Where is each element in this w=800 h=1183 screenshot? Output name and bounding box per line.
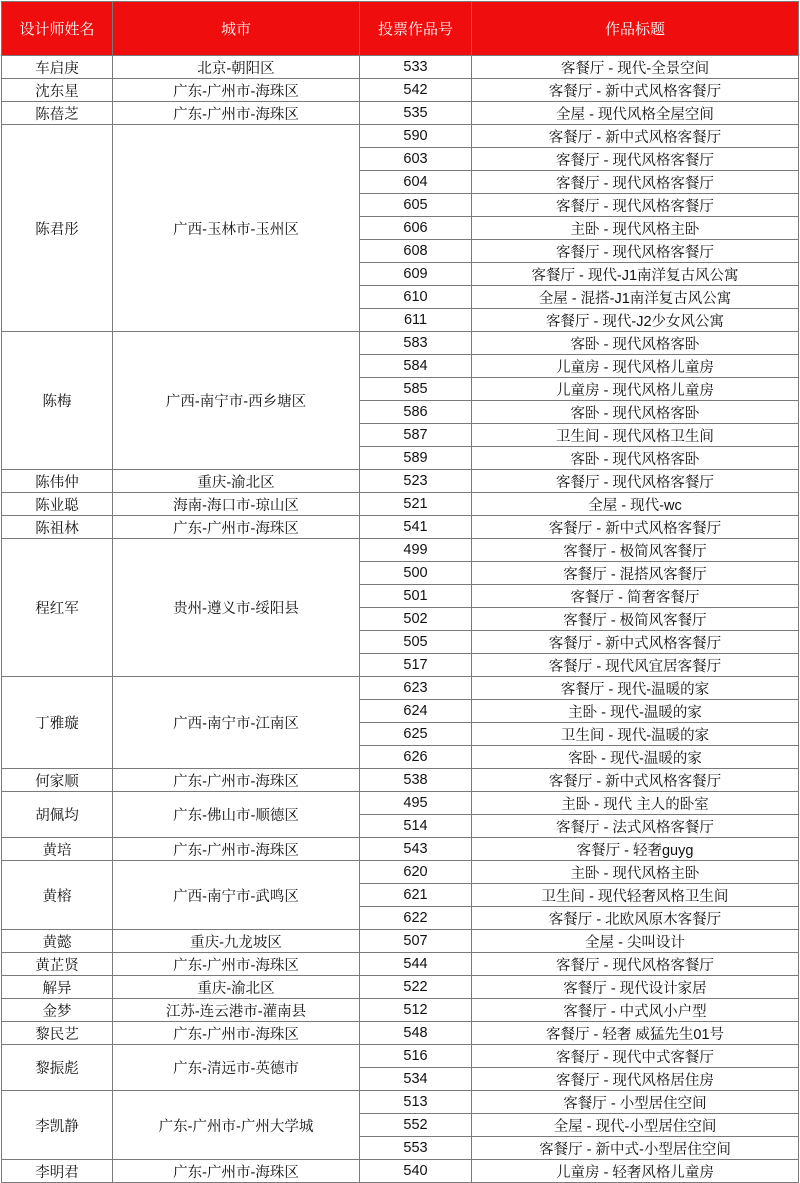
work-title-cell: 卫生间 - 现代-温暖的家 <box>472 723 799 746</box>
designer-name-cell: 黄榕 <box>2 861 113 930</box>
table-row <box>2 838 799 861</box>
table-row <box>2 769 799 792</box>
work-number-cell: 523 <box>360 470 472 493</box>
city-cell: 广东-广州市-海珠区 <box>113 953 360 976</box>
designer-name-cell: 丁雅璇 <box>2 677 113 769</box>
work-title-cell: 客餐厅 - 轻奢 威猛先生01号 <box>472 1022 799 1045</box>
designer-name-cell: 沈东星 <box>2 79 113 102</box>
city-cell: 重庆-渝北区 <box>113 470 360 493</box>
city-cell: 广东-广州市-海珠区 <box>113 769 360 792</box>
designer-name-cell: 黄芷贤 <box>2 953 113 976</box>
table-row <box>2 79 799 102</box>
work-number-cell: 516 <box>360 1045 472 1068</box>
work-title-cell: 客餐厅 - 现代风格客餐厅 <box>472 171 799 194</box>
work-title-cell: 全屋 - 现代-小型居住空间 <box>472 1114 799 1137</box>
work-title-cell: 客餐厅 - 现代-J1南洋复古风公寓 <box>472 263 799 286</box>
city-cell: 海南-海口市-琼山区 <box>113 493 360 516</box>
work-number-cell: 534 <box>360 1068 472 1091</box>
header-work-title: 作品标题 <box>472 2 799 56</box>
designer-name-cell: 陈业聪 <box>2 493 113 516</box>
work-title-cell: 客餐厅 - 北欧风原木客餐厅 <box>472 907 799 930</box>
work-number-cell: 587 <box>360 424 472 447</box>
table-row <box>2 493 799 516</box>
work-number-cell: 505 <box>360 631 472 654</box>
work-number-cell: 521 <box>360 493 472 516</box>
city-cell: 贵州-遵义市-绥阳县 <box>113 539 360 677</box>
work-number-cell: 552 <box>360 1114 472 1137</box>
city-cell: 广东-广州市-海珠区 <box>113 1160 360 1183</box>
designer-name-cell: 程红军 <box>2 539 113 677</box>
designer-name-cell: 黎民艺 <box>2 1022 113 1045</box>
work-title-cell: 卫生间 - 现代风格卫生间 <box>472 424 799 447</box>
city-cell: 重庆-渝北区 <box>113 976 360 999</box>
designer-name-cell: 陈祖林 <box>2 516 113 539</box>
table-row <box>2 539 799 562</box>
work-number-cell: 606 <box>360 217 472 240</box>
city-cell: 广西-南宁市-武鸣区 <box>113 861 360 930</box>
designer-name-cell: 李凯静 <box>2 1091 113 1160</box>
work-title-cell: 全屋 - 现代-wc <box>472 493 799 516</box>
work-title-cell: 儿童房 - 现代风格儿童房 <box>472 378 799 401</box>
table-row <box>2 102 799 125</box>
designer-name-cell: 陈梅 <box>2 332 113 470</box>
work-number-cell: 605 <box>360 194 472 217</box>
work-title-cell: 客餐厅 - 现代中式客餐厅 <box>472 1045 799 1068</box>
header-row <box>2 2 799 56</box>
work-title-cell: 客卧 - 现代风格客卧 <box>472 332 799 355</box>
work-number-cell: 533 <box>360 56 472 79</box>
city-cell: 重庆-九龙坡区 <box>113 930 360 953</box>
city-cell: 广西-玉林市-玉州区 <box>113 125 360 332</box>
work-title-cell: 客餐厅 - 新中式-小型居住空间 <box>472 1137 799 1160</box>
work-title-cell: 主卧 - 现代 主人的卧室 <box>472 792 799 815</box>
work-number-cell: 501 <box>360 585 472 608</box>
work-number-cell: 512 <box>360 999 472 1022</box>
work-title-cell: 客餐厅 - 现代风宜居客餐厅 <box>472 654 799 677</box>
table-row <box>2 56 799 79</box>
table-row <box>2 1160 799 1183</box>
table-row <box>2 1091 799 1114</box>
work-number-cell: 542 <box>360 79 472 102</box>
work-number-cell: 553 <box>360 1137 472 1160</box>
work-number-cell: 603 <box>360 148 472 171</box>
work-number-cell: 517 <box>360 654 472 677</box>
table-row <box>2 953 799 976</box>
designer-name-cell: 黄培 <box>2 838 113 861</box>
city-cell: 广东-佛山市-顺德区 <box>113 792 360 838</box>
work-number-cell: 604 <box>360 171 472 194</box>
designer-vote-table <box>1 1 799 1183</box>
designer-name-cell: 金梦 <box>2 999 113 1022</box>
header-work-number: 投票作品号 <box>360 2 472 56</box>
work-number-cell: 541 <box>360 516 472 539</box>
table-row <box>2 976 799 999</box>
work-number-cell: 611 <box>360 309 472 332</box>
designer-name-cell: 陈君彤 <box>2 125 113 332</box>
work-title-cell: 客卧 - 现代风格客卧 <box>472 401 799 424</box>
designer-name-cell: 何家顺 <box>2 769 113 792</box>
work-number-cell: 500 <box>360 562 472 585</box>
header-city: 城市 <box>113 2 360 56</box>
work-title-cell: 客餐厅 - 极简风客餐厅 <box>472 539 799 562</box>
designer-name-cell: 黎振彪 <box>2 1045 113 1091</box>
table-row <box>2 930 799 953</box>
work-title-cell: 客餐厅 - 混搭风客餐厅 <box>472 562 799 585</box>
table-row <box>2 125 799 148</box>
work-title-cell: 全屋 - 现代风格全屋空间 <box>472 102 799 125</box>
work-title-cell: 客餐厅 - 现代风格客餐厅 <box>472 953 799 976</box>
work-number-cell: 620 <box>360 861 472 884</box>
work-number-cell: 522 <box>360 976 472 999</box>
work-title-cell: 客卧 - 现代-温暖的家 <box>472 746 799 769</box>
work-title-cell: 客餐厅 - 现代风格客餐厅 <box>472 194 799 217</box>
work-number-cell: 589 <box>360 447 472 470</box>
work-number-cell: 499 <box>360 539 472 562</box>
work-number-cell: 535 <box>360 102 472 125</box>
table-row <box>2 516 799 539</box>
work-number-cell: 502 <box>360 608 472 631</box>
work-number-cell: 495 <box>360 792 472 815</box>
designer-name-cell: 车启庚 <box>2 56 113 79</box>
work-number-cell: 626 <box>360 746 472 769</box>
work-title-cell: 客卧 - 现代风格客卧 <box>472 447 799 470</box>
work-title-cell: 客餐厅 - 现代风格客餐厅 <box>472 470 799 493</box>
work-title-cell: 客餐厅 - 新中式风格客餐厅 <box>472 516 799 539</box>
work-number-cell: 513 <box>360 1091 472 1114</box>
work-number-cell: 548 <box>360 1022 472 1045</box>
work-title-cell: 主卧 - 现代风格主卧 <box>472 861 799 884</box>
work-number-cell: 583 <box>360 332 472 355</box>
header-designer-name: 设计师姓名 <box>2 2 113 56</box>
work-title-cell: 客餐厅 - 新中式风格客餐厅 <box>472 631 799 654</box>
work-title-cell: 儿童房 - 现代风格儿童房 <box>472 355 799 378</box>
designer-name-cell: 陈蓓芝 <box>2 102 113 125</box>
work-number-cell: 586 <box>360 401 472 424</box>
work-title-cell: 客餐厅 - 现代风格客餐厅 <box>472 240 799 263</box>
city-cell: 广东-广州市-海珠区 <box>113 102 360 125</box>
designer-name-cell: 陈伟仲 <box>2 470 113 493</box>
work-title-cell: 客餐厅 - 现代风格客餐厅 <box>472 148 799 171</box>
work-title-cell: 客餐厅 - 现代-J2少女风公寓 <box>472 309 799 332</box>
table-row <box>2 470 799 493</box>
city-cell: 广东-广州市-海珠区 <box>113 79 360 102</box>
work-number-cell: 590 <box>360 125 472 148</box>
table-row <box>2 332 799 355</box>
city-cell: 广东-广州市-海珠区 <box>113 1022 360 1045</box>
work-title-cell: 主卧 - 现代-温暖的家 <box>472 700 799 723</box>
city-cell: 江苏-连云港市-灌南县 <box>113 999 360 1022</box>
table-row <box>2 677 799 700</box>
work-title-cell: 主卧 - 现代风格主卧 <box>472 217 799 240</box>
work-number-cell: 538 <box>360 769 472 792</box>
work-title-cell: 客餐厅 - 新中式风格客餐厅 <box>472 79 799 102</box>
work-number-cell: 540 <box>360 1160 472 1183</box>
table-row <box>2 1045 799 1068</box>
work-number-cell: 623 <box>360 677 472 700</box>
designer-name-cell: 解异 <box>2 976 113 999</box>
table-row <box>2 999 799 1022</box>
work-title-cell: 客餐厅 - 法式风格客餐厅 <box>472 815 799 838</box>
city-cell: 广东-广州市-海珠区 <box>113 516 360 539</box>
work-title-cell: 全屋 - 混搭-J1南洋复古风公寓 <box>472 286 799 309</box>
work-title-cell: 客餐厅 - 简奢客餐厅 <box>472 585 799 608</box>
city-cell: 北京-朝阳区 <box>113 56 360 79</box>
work-number-cell: 610 <box>360 286 472 309</box>
city-cell: 广东-广州市-海珠区 <box>113 838 360 861</box>
work-title-cell: 客餐厅 - 轻奢guyg <box>472 838 799 861</box>
table-row <box>2 1022 799 1045</box>
work-title-cell: 卫生间 - 现代轻奢风格卫生间 <box>472 884 799 907</box>
city-cell: 广西-南宁市-江南区 <box>113 677 360 769</box>
work-number-cell: 514 <box>360 815 472 838</box>
city-cell: 广西-南宁市-西乡塘区 <box>113 332 360 470</box>
work-number-cell: 543 <box>360 838 472 861</box>
city-cell: 广东-广州市-广州大学城 <box>113 1091 360 1160</box>
work-number-cell: 585 <box>360 378 472 401</box>
work-number-cell: 622 <box>360 907 472 930</box>
table-header <box>2 2 799 56</box>
work-title-cell: 客餐厅 - 现代设计家居 <box>472 976 799 999</box>
work-number-cell: 624 <box>360 700 472 723</box>
city-cell: 广东-清远市-英德市 <box>113 1045 360 1091</box>
work-number-cell: 608 <box>360 240 472 263</box>
designer-name-cell: 李明君 <box>2 1160 113 1183</box>
table-row <box>2 792 799 815</box>
designer-name-cell: 黄懿 <box>2 930 113 953</box>
work-number-cell: 507 <box>360 930 472 953</box>
vote-table-container <box>1 1 798 1183</box>
work-title-cell: 客餐厅 - 新中式风格客餐厅 <box>472 769 799 792</box>
work-title-cell: 客餐厅 - 小型居住空间 <box>472 1091 799 1114</box>
work-number-cell: 584 <box>360 355 472 378</box>
work-title-cell: 客餐厅 - 现代-温暖的家 <box>472 677 799 700</box>
work-title-cell: 客餐厅 - 现代风格居住房 <box>472 1068 799 1091</box>
work-number-cell: 621 <box>360 884 472 907</box>
table-body <box>2 56 799 1183</box>
work-title-cell: 客餐厅 - 中式风小户型 <box>472 999 799 1022</box>
table-row <box>2 861 799 884</box>
designer-name-cell: 胡佩均 <box>2 792 113 838</box>
work-title-cell: 客餐厅 - 现代-全景空间 <box>472 56 799 79</box>
work-title-cell: 客餐厅 - 极简风客餐厅 <box>472 608 799 631</box>
work-number-cell: 544 <box>360 953 472 976</box>
work-number-cell: 609 <box>360 263 472 286</box>
work-number-cell: 625 <box>360 723 472 746</box>
work-title-cell: 全屋 - 尖叫设计 <box>472 930 799 953</box>
work-title-cell: 儿童房 - 轻奢风格儿童房 <box>472 1160 799 1183</box>
work-title-cell: 客餐厅 - 新中式风格客餐厅 <box>472 125 799 148</box>
